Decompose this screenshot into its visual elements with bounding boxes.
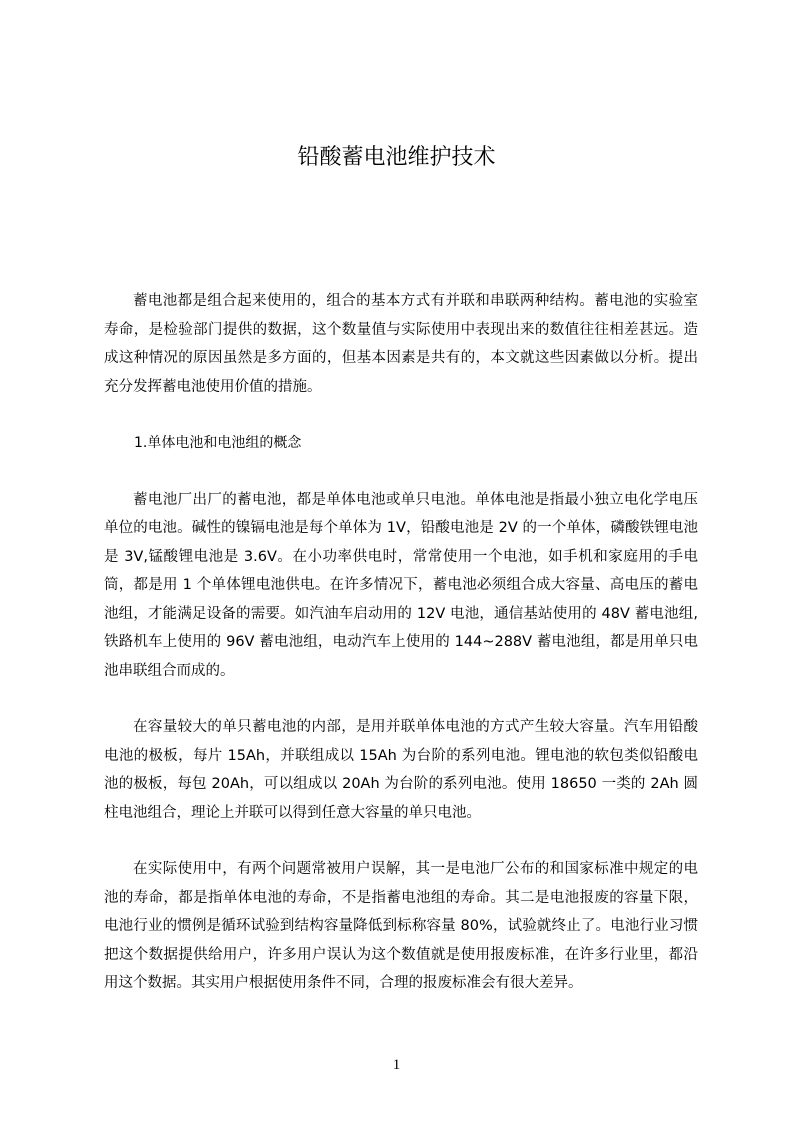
page-title: 铅酸蓄电池维护技术 <box>297 145 496 170</box>
section-paragraph-2: 在容量较大的单只蓄电池的内部，是用并联单体电池的方式产生较大容量。汽车用铅酸电池的极板，每片 15Ah，并联组成以 15Ah 为台阶的系列电池。锂电池的软包类似铅酸电池的极板，每包 20Ah，可以组成以 20Ah 为台阶的系列电池。使用 18650 一类的 2Ah 圆柱电池组合，理论上并联可以得到任意大容量的单只电池。 <box>104 719 698 821</box>
paragraph-spacer <box>104 458 698 486</box>
section-paragraph-1: 蓄电池厂出厂的蓄电池，都是单体电池或单只电池。单体电池是指最小独立电化学电压单位的电池。碱性的镍镉电池是每个单体为 1V，铅酸电池是 2V 的一个单体，磷酸铁锂电池是 3V,锰酸锂电池是 3.6V。在小功率供电时，常常使用一个电池，如手机和家庭用的手电筒，都是用 1 个单体锂电池供电。在许多情况下，蓄电池必须组合成大容量、高电压的蓄电池组，才能满足设备的需要。如汽油车启动用的 12V 电池，通信基站使用的 48V 蓄电池组,铁路机车上使用的 96V 蓄电池组，电动汽车上使用的 144~288V 蓄电池组，都是用单只电池串联组合而成的。 <box>104 491 698 679</box>
section-heading: 1.单体电池和电池组的概念 <box>134 435 302 451</box>
paragraph-spacer <box>104 685 698 713</box>
paragraph-spacer <box>104 401 698 429</box>
section-paragraph-3: 在实际使用中，有两个问题常被用户误解，其一是电池厂公布的和国家标准中规定的电池的寿命，都是指单体电池的寿命，不是指蓄电池组的寿命。其二是电池报废的容量下限，电池行业的惯例是循环试验到结构容量降低到标称容量 80%，试验就终止了。电池行业习惯把这个数据提供给用户，许多用户误认为这个数值就是使用报废标准，在许多行业里，都沿用这个数据。其实用户根据使用条件不同，合理的报废标准会有很大差异。 <box>104 861 698 991</box>
page-number: 1 <box>392 1057 401 1073</box>
intro-paragraph: 蓄电池都是组合起来使用的，组合的基本方式有并联和串联两种结构。蓄电池的实验室寿命，是检验部门提供的数据，这个数量值与实际使用中表现出来的数值往往相差甚远。造成这种情况的原因虽然是多方面的，但基本因素是共有的，本文就这些因素做以分析。提出充分发挥蓄电池使用价值的措施。 <box>104 293 698 395</box>
paragraph-spacer <box>104 827 698 855</box>
document-body <box>104 287 698 998</box>
